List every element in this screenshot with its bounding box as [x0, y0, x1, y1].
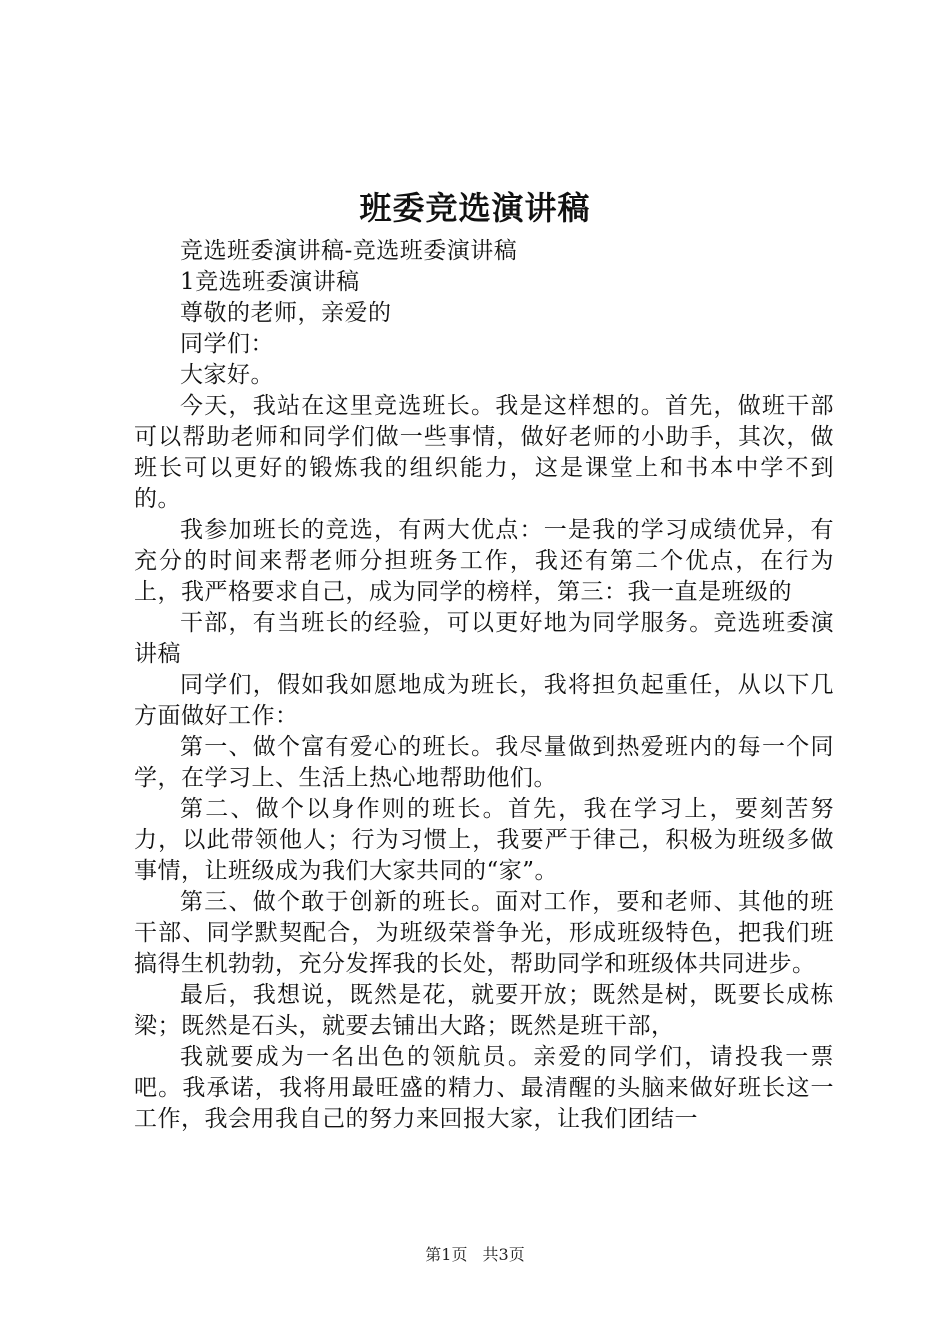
paragraph: 我就要成为一名出色的领航员。亲爱的同学们，请投我一票吧。我承诺，我将用最旺盛的精力、最清醒的头脑来做好班长这一工作，我会用我自己的努力来回报大家，让我们团结一 — [134, 1044, 834, 1132]
paragraph: 同学们，假如我如愿地成为班长，我将担负起重任，从以下几方面做好工作： — [134, 672, 834, 729]
document-title: 班委竞选演讲稿 — [359, 189, 591, 227]
paragraph: 尊敬的老师，亲爱的 — [180, 300, 392, 326]
page-total: 共3页 — [482, 1245, 525, 1264]
document-body — [134, 236, 834, 1135]
paragraph: 第三、做个敢于创新的班长。面对工作，要和老师、其他的班干部、同学默契配合，为班级荣誉争光，形成班级特色，把我们班搞得生机勃勃，充分发挥我的长处，帮助同学和班级体共同进步。 — [134, 889, 834, 977]
paragraph: 1竞选班委演讲稿 — [180, 269, 360, 295]
paragraph: 大家好。 — [180, 362, 274, 388]
paragraph: 最后，我想说，既然是花，就要开放；既然是树，既要长成栋梁；既然是石头，就要去铺出大路；既然是班干部， — [134, 982, 834, 1039]
page-footer — [0, 1244, 950, 1266]
paragraph: 第一、做个富有爱心的班长。我尽量做到热爱班内的每一个同学，在学习上、生活上热心地帮助他们。 — [134, 734, 834, 791]
paragraph: 同学们： — [180, 331, 274, 357]
paragraph: 我参加班长的竞选，有两大优点：一是我的学习成绩优异，有充分的时间来帮老师分担班务工作，我还有第二个优点，在行为上，我严格要求自己，成为同学的榜样，第三：我一直是班级的 — [134, 517, 834, 605]
paragraph: 竞选班委演讲稿-竞选班委演讲稿 — [180, 238, 518, 264]
paragraph: 第二、做个以身作则的班长。首先，我在学习上，要刻苦努力，以此带领他人；行为习惯上，我要严于律己，积极为班级多做事情，让班级成为我们大家共同的“家”。 — [134, 796, 834, 884]
paragraph: 干部，有当班长的经验，可以更好地为同学服务。竞选班委演讲稿 — [134, 610, 834, 667]
paragraph: 今天，我站在这里竞选班长。我是这样想的。首先，做班干部可以帮助老师和同学们做一些事情，做好老师的小助手，其次，做班长可以更好的锻炼我的组织能力，这是课堂上和书本中学不到的。 — [134, 393, 834, 512]
page-number: 第1页 — [425, 1245, 468, 1264]
